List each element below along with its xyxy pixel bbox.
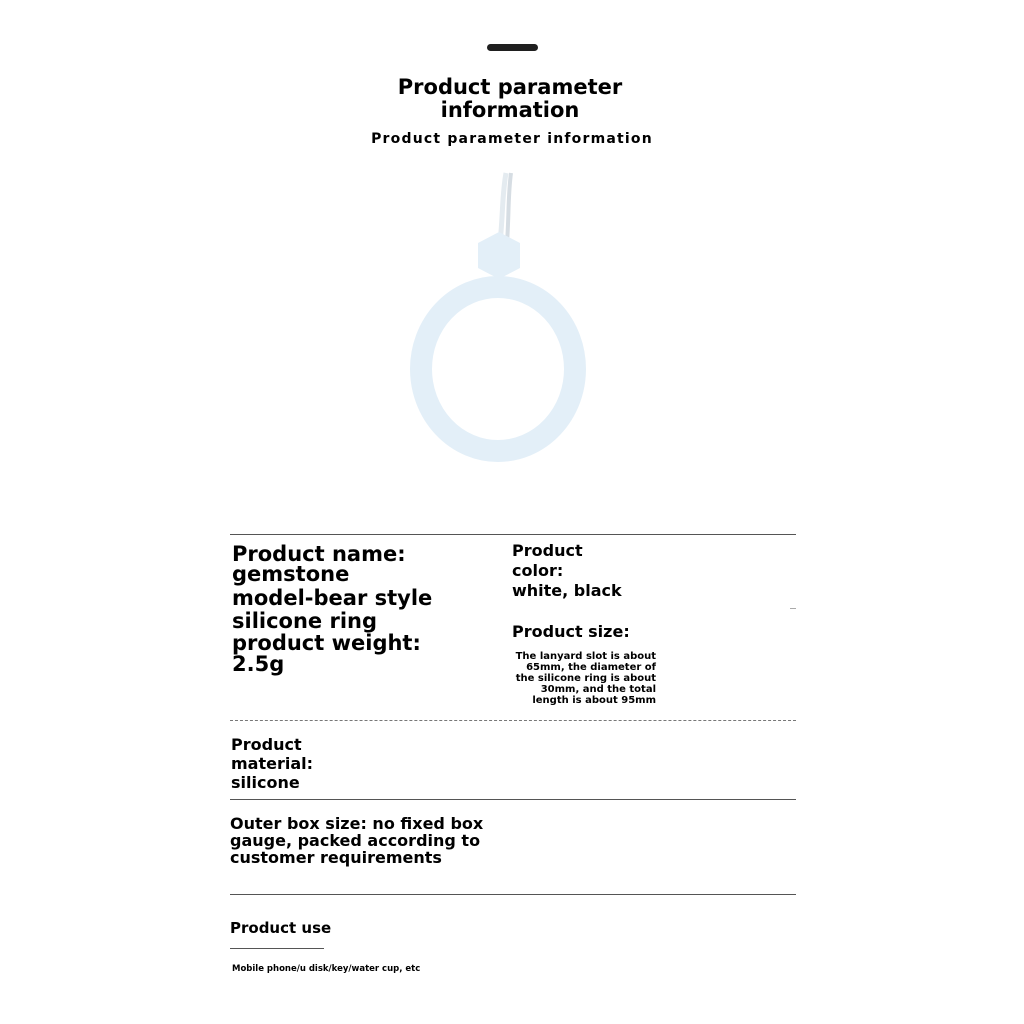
product-color-label: Product [512,541,583,560]
top-drag-handle [487,44,538,51]
product-use-label: Product use [230,919,332,937]
product-name-line2: gemstone [232,562,350,586]
divider-top [230,534,796,535]
silicone-ring-lanyard-image [390,165,610,470]
product-name-line4: silicone ring [232,609,378,633]
product-use-value: Mobile phone/u disk/key/water cup, etc [232,964,421,974]
product-color-value: white, black [512,581,622,600]
divider-tick [790,608,796,609]
product-material-label-2: material: [231,754,314,773]
product-color-label-2: color: [512,561,564,580]
outer-box-size: Outer box size: no fixed box gauge, packed according to customer requirements [230,814,484,867]
product-weight-label: product weight: [232,631,421,655]
divider-material [230,799,796,800]
product-weight-value: 2.5g [232,652,285,676]
product-name-label: Product name: [232,542,406,566]
divider-box-size [230,894,796,895]
divider-dashed [230,720,796,721]
product-material-value: silicone [231,773,300,792]
hexagon-connector-icon [478,232,520,279]
product-material-label: Product [231,735,302,754]
lanyard-cord-icon [500,173,511,243]
page-title: Product parameter information [397,75,623,122]
product-name-line3: model-bear style [232,586,433,610]
page-subtitle: Product parameter information [371,131,653,147]
ring-icon [421,287,575,451]
product-size-label: Product size: [512,622,630,641]
product-size-value: The lanyard slot is about 65mm, the diameter of the silicone ring is about 30mm, and the total length is about 95mm [515,651,656,706]
divider-use-short [230,948,324,949]
